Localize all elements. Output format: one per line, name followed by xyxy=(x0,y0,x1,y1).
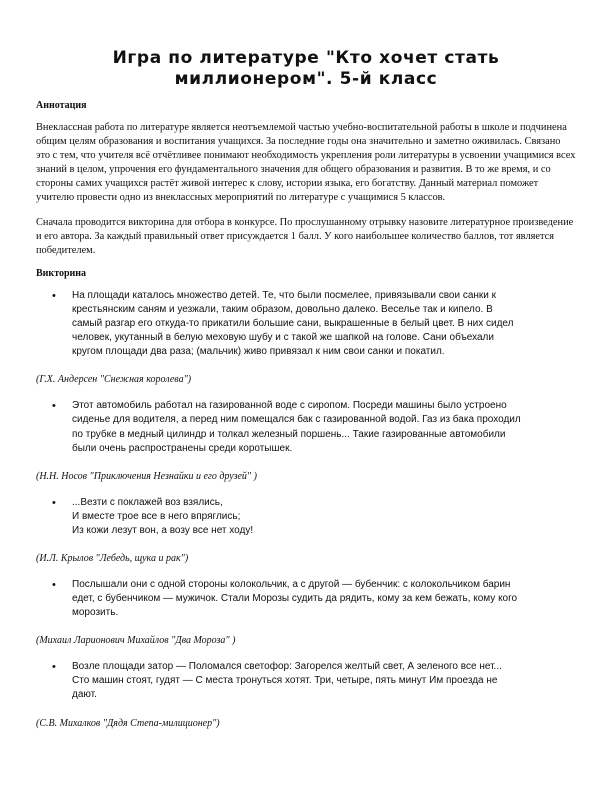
quiz-item-2 xyxy=(36,399,576,455)
question-line: кругом площади два раза; (мальчик) живо привязал к ним свои санки и покатил. xyxy=(72,346,445,358)
quiz-question xyxy=(36,399,576,455)
quiz-item-3 xyxy=(36,496,576,538)
question-line: Возле площади затор — Поломался светофор: Загорелся желтый свет, А зеленого все нет... xyxy=(72,661,502,673)
page-title: Игра по литературе "Кто хочет стать миллионером". 5-й класс xyxy=(112,48,500,89)
question-line: самый разгар его откуда-то прикатили большие сани, выкрашенные в белый цвет. В них сидел xyxy=(72,318,514,330)
bullet-icon: • xyxy=(52,289,56,302)
quiz-heading: Викторина xyxy=(36,267,87,279)
bullet-icon: • xyxy=(52,496,56,509)
bullet-icon: • xyxy=(52,578,56,591)
question-line: морозить. xyxy=(72,607,119,619)
question-line: ...Везти с поклажей воз взялись, xyxy=(72,496,223,508)
quiz-question xyxy=(36,578,576,620)
bullet-icon: • xyxy=(52,400,56,413)
answer-source: (И.Л. Крылов "Лебедь, щука и рак") xyxy=(36,552,189,564)
annotation-paragraph-2: Сначала проводится викторина для отбора в конкурсе. По прослушанному отрывку назовите литературное произведение и его автора. За каждый правильный ответ присуждается 1 балл. У кого наибольшее количество баллов, тот является победителем. xyxy=(36,216,574,256)
question-line: На площади каталось множество детей. Те, что были посмелее, привязывали свои санки к xyxy=(72,289,497,301)
question-line: Послышали они с одной стороны колокольчик, а с другой — бубенчик: с колокольчиком барин xyxy=(72,578,511,590)
question-line: по трубке в медный цилиндр и толкал железный поршень... Такие газированные автомобили xyxy=(72,428,506,440)
quiz-item-4 xyxy=(36,578,576,620)
quiz-question xyxy=(36,660,576,702)
question-line: Сто машин стоят, гудят — С места тронуться хотят. Три, четыре, пять минут Им проезда не xyxy=(72,675,498,687)
question-line: дают. xyxy=(72,689,97,701)
question-line: И вместе трое все в него впряглись; xyxy=(72,510,241,522)
question-line: сиденье для водителя, а перед ним помещался бак с газированной водой. Газ из бака проходил xyxy=(72,414,521,426)
question-line: Из кожи лезут вон, а возу все нет ходу! xyxy=(72,524,254,536)
quiz-question xyxy=(36,496,576,538)
answer-source: (Михаил Ларионович Михайлов "Два Мороза" ) xyxy=(36,635,236,647)
answer-source: (Г.Х. Андерсен "Снежная королева") xyxy=(36,374,192,386)
bullet-icon: • xyxy=(52,661,56,674)
question-line: крестьянским саням и уезжали, таким образом, довольно далеко. Веселье так и кипело. В xyxy=(72,303,493,315)
quiz-question xyxy=(36,289,576,359)
question-line: едет, с бубенчиком — мужичок. Стали Морозы судить да рядить, кому за кем бежать, кому кого xyxy=(72,593,518,605)
annotation-paragraph-1: Внеклассная работа по литературе является неотъемлемой частью учебно-воспитательной работы в школе и подчинена общим целям образования и воспитания учащихся. За последние годы она значительно и заметно оживилась. Связано это с тем, что учителя всё отчётливее понимают необходимость укрепления роли литературы в усвоении учащимися всех знаний в целом, упрочения его фундаментального значения для общего образования и развития. В то же время, и со стороны самих учащихся растёт живой интерес к слову, истории языка, его богатству. Данный материал поможет учителю провести одно из внеклассных мероприятий по литературе с учащимися 5 классов. xyxy=(36,122,576,204)
question-line: Этот автомобиль работал на газированной воде с сиропом. Посреди машины было устроено xyxy=(72,400,507,412)
quiz-item-1 xyxy=(36,289,576,359)
answer-source: (Н.Н. Носов "Приключения Незнайки и его друзей" ) xyxy=(36,470,257,482)
quiz-item-5 xyxy=(36,660,576,702)
question-line: человек, укутанный в белую меховую шубу и с такой же шапкой на голове. Сани объехали xyxy=(72,332,494,344)
answer-source: (С.В. Михалков "Дядя Степа-милиционер") xyxy=(36,717,220,729)
annotation-heading: Аннотация xyxy=(36,100,87,111)
question-line: были очень распространены среди коротышек. xyxy=(72,442,293,454)
